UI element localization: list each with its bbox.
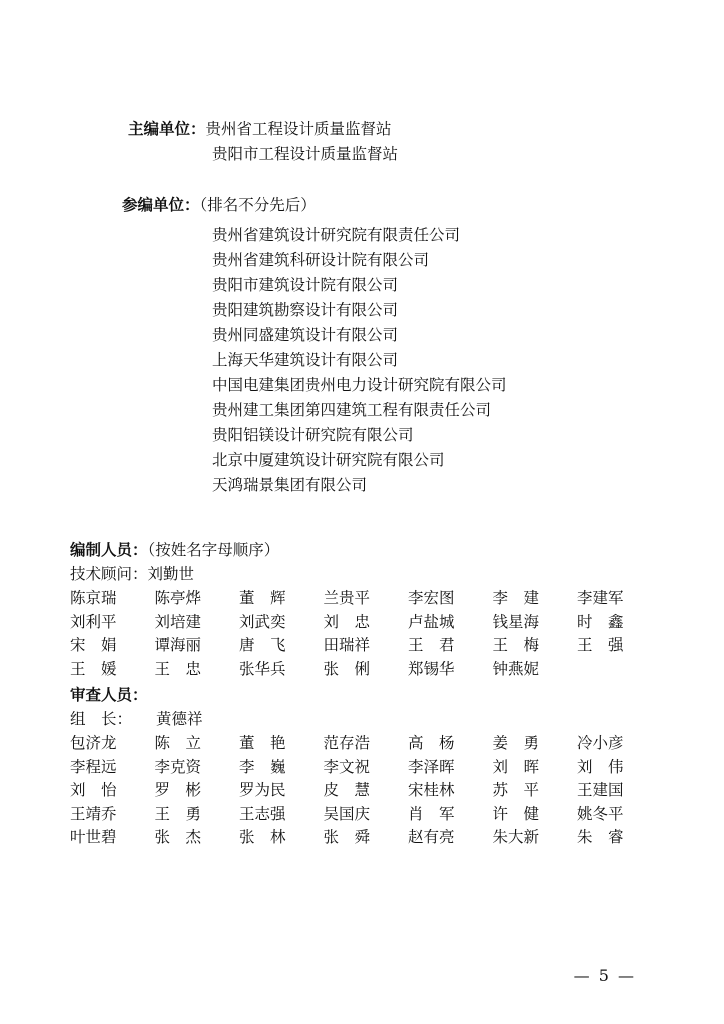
person-name: 许 健 xyxy=(492,804,540,823)
person-name: 李 建 xyxy=(492,589,540,607)
person-name: 包济龙 xyxy=(70,734,117,752)
person-name: 姜 勇 xyxy=(492,734,540,752)
participating-unit: 贵州同盛建筑设计有限公司 xyxy=(212,326,399,344)
person-name: 陈亭烨 xyxy=(154,589,202,607)
person-name: 王 君 xyxy=(408,636,455,654)
person-name: 刘武奕 xyxy=(239,612,286,631)
chief-editor-label: 主编单位： xyxy=(128,120,206,138)
chief-editor-unit: 贵阳市工程设计质量监督站 xyxy=(212,145,399,163)
person-name: 李泽晖 xyxy=(408,757,455,776)
person-name: 宋桂林 xyxy=(408,781,455,799)
name-row xyxy=(70,779,662,803)
person-name: 唐 飞 xyxy=(239,636,286,654)
person-name: 刘 伟 xyxy=(577,757,624,776)
person-name: 李程远 xyxy=(70,757,117,776)
name-row xyxy=(70,634,662,658)
chief-editor-line-1 xyxy=(128,119,392,139)
person-name: 李文祝 xyxy=(323,757,371,776)
person-name: 姚冬平 xyxy=(577,804,624,823)
review-leader-label: 组 长： xyxy=(70,710,133,728)
technical-advisor-name: 刘勤世 xyxy=(147,565,195,583)
person-name: 肖 军 xyxy=(408,804,455,823)
person-name: 刘 怡 xyxy=(70,781,117,799)
person-name: 刘 晖 xyxy=(492,757,540,776)
person-name: 陈 立 xyxy=(154,734,202,752)
person-name: 宋 娟 xyxy=(70,636,117,654)
person-name: 张 俐 xyxy=(323,659,371,678)
participating-label: 参编单位： xyxy=(122,196,200,214)
person-name: 高 杨 xyxy=(408,734,455,752)
person-name: 朱 睿 xyxy=(577,828,624,846)
person-name: 李宏图 xyxy=(408,589,455,607)
person-name: 张 舜 xyxy=(323,828,371,846)
person-name: 王志强 xyxy=(239,804,286,823)
compilers-note: （按姓名字母顺序） xyxy=(147,541,280,559)
person-name: 王 强 xyxy=(577,636,624,654)
participating-unit: 贵阳市建筑设计院有限公司 xyxy=(212,276,399,294)
person-name: 罗为民 xyxy=(239,781,286,799)
person-name: 冷小彦 xyxy=(577,734,624,752)
person-name: 王靖乔 xyxy=(70,804,117,823)
person-name: 卢盐城 xyxy=(408,612,455,631)
person-name: 李 巍 xyxy=(239,757,286,776)
person-name: 吴国庆 xyxy=(323,804,371,823)
person-name: 皮 慧 xyxy=(323,781,371,799)
person-name: 时 鑫 xyxy=(577,612,624,631)
compilers-heading xyxy=(70,540,279,560)
technical-advisor-line xyxy=(70,564,194,584)
chief-editor-line-2 xyxy=(212,144,398,164)
technical-advisor-label: 技术顾问： xyxy=(70,565,148,583)
person-name: 范存浩 xyxy=(323,734,371,752)
name-row xyxy=(70,658,662,682)
name-row xyxy=(70,611,662,635)
person-name: 钱星海 xyxy=(492,612,540,631)
review-leader-line xyxy=(70,709,203,729)
person-name: 刘 忠 xyxy=(323,612,371,631)
participating-heading xyxy=(122,195,316,215)
person-name: 苏 平 xyxy=(492,781,540,799)
person-name xyxy=(577,658,662,682)
person-name: 张 杰 xyxy=(154,828,202,846)
person-name: 李克资 xyxy=(154,757,202,776)
person-name: 陈京瑞 xyxy=(70,589,117,607)
person-name: 王 媛 xyxy=(70,659,117,678)
compilers-name-grid xyxy=(70,587,662,681)
compilers-label: 编制人员： xyxy=(70,541,148,559)
person-name: 王 忠 xyxy=(154,659,202,678)
participating-unit: 贵阳建筑勘察设计有限公司 xyxy=(212,301,399,319)
person-name: 钟燕妮 xyxy=(492,659,540,678)
person-name: 董 辉 xyxy=(239,589,286,607)
participating-unit: 贵州建工集团第四建筑工程有限责任公司 xyxy=(212,401,492,419)
person-name: 董 艳 xyxy=(239,734,286,752)
person-name: 王建国 xyxy=(577,781,624,799)
chief-editor-unit: 贵州省工程设计质量监督站 xyxy=(205,120,392,138)
person-name: 叶世碧 xyxy=(70,828,117,846)
person-name: 张华兵 xyxy=(239,659,286,678)
person-name: 王 梅 xyxy=(492,636,540,654)
person-name: 罗 彬 xyxy=(154,781,202,799)
page-number: — 5 — xyxy=(573,966,636,985)
reviewers-label: 审查人员： xyxy=(70,686,148,704)
participating-unit: 贵阳铝镁设计研究院有限公司 xyxy=(212,426,414,444)
participating-unit: 中国电建集团贵州电力设计研究院有限公司 xyxy=(212,376,507,394)
person-name: 刘利平 xyxy=(70,612,117,631)
person-name: 王 勇 xyxy=(154,804,202,823)
name-row xyxy=(70,732,662,756)
reviewers-heading xyxy=(70,685,148,705)
person-name: 刘培建 xyxy=(154,612,202,631)
participating-unit: 北京中厦建筑设计研究院有限公司 xyxy=(212,451,445,469)
person-name: 朱大新 xyxy=(492,828,540,846)
person-name: 郑锡华 xyxy=(408,659,455,678)
participating-unit: 上海天华建筑设计有限公司 xyxy=(212,351,399,369)
person-name: 田瑞祥 xyxy=(323,636,371,654)
person-name: 李建军 xyxy=(577,589,624,607)
participating-unit-list xyxy=(212,223,507,498)
name-row xyxy=(70,826,662,850)
participating-note: （排名不分先后） xyxy=(199,196,316,214)
person-name: 赵有亮 xyxy=(408,828,455,846)
person-name: 张 林 xyxy=(239,828,286,846)
participating-unit: 天鸿瑞景集团有限公司 xyxy=(212,476,368,494)
name-row xyxy=(70,756,662,780)
review-leader-name: 黄德祥 xyxy=(156,710,203,728)
participating-unit: 贵州省建筑科研设计院有限公司 xyxy=(212,251,430,269)
person-name: 兰贵平 xyxy=(323,589,371,607)
person-name: 谭海丽 xyxy=(154,636,202,654)
name-row xyxy=(70,587,662,611)
participating-unit: 贵州省建筑设计研究院有限责任公司 xyxy=(212,226,461,244)
name-row xyxy=(70,803,662,827)
reviewers-name-grid xyxy=(70,732,662,850)
